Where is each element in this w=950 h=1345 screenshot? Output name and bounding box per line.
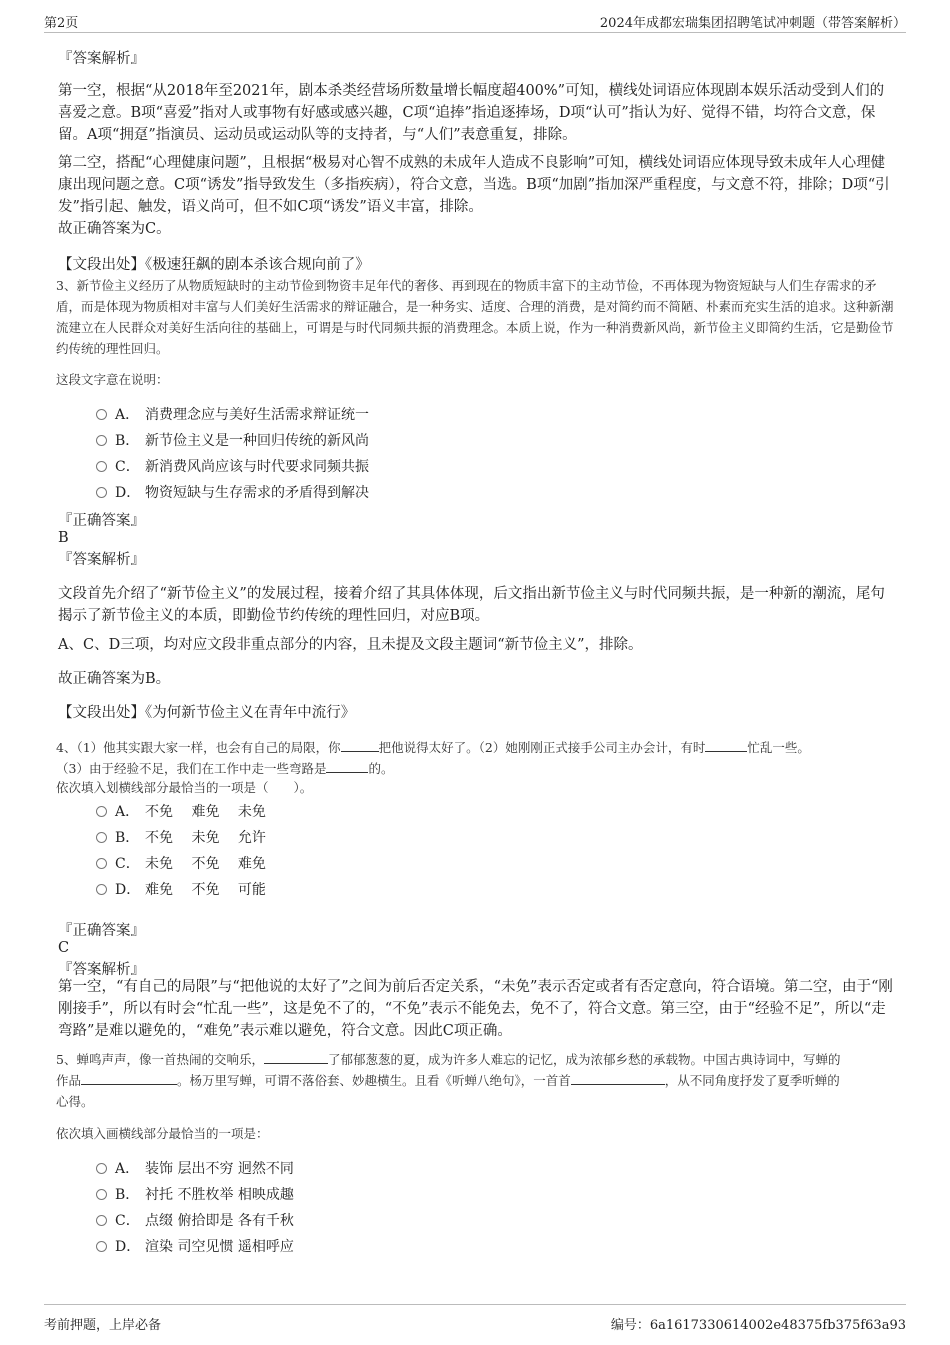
q2-analysis-para2: 第二空，搭配“心理健康问题”，且根据“极易对心智不成熟的未成年人造成不良影响”可知，横线处词语应体现导致未成年人心理健康出现问题之意。C项“诱发”指导致发生（多指疾病），符合文意，当选。B项“加剧”指加深严重程度，与文意不符，排除；D项“引发”指引起、触发，语义尚可，但不如C项“诱发”语义丰富，排除。 — [58, 155, 890, 215]
q4-option-a[interactable]: A． 不免 难免 未免 — [96, 801, 266, 821]
radio-icon[interactable] — [96, 1163, 107, 1174]
answer-blank[interactable] — [341, 739, 379, 752]
answer-blank[interactable] — [264, 1051, 328, 1064]
radio-icon[interactable] — [96, 487, 107, 498]
q3-analysis-heading: 『答案解析』 — [58, 552, 145, 568]
q3-option-d[interactable]: D． 物资短缺与生存需求的矛盾得到解决 — [96, 482, 369, 502]
q5-option-a[interactable]: A． 装饰 层出不穷 迥然不同 — [96, 1158, 294, 1178]
q2-conclusion: 故正确答案为C。 — [58, 221, 171, 237]
radio-icon[interactable] — [96, 884, 107, 895]
q5-option-b[interactable]: B． 衬托 不胜枚举 相映成趣 — [96, 1184, 294, 1204]
radio-icon[interactable] — [96, 435, 107, 446]
q4-answer-heading: 『正确答案』 — [58, 923, 145, 939]
q3-answer-heading: 『正确答案』 — [58, 513, 145, 529]
radio-icon[interactable] — [96, 832, 107, 843]
radio-icon[interactable] — [96, 1189, 107, 1200]
q3-answer: B — [58, 530, 69, 546]
q3-option-b[interactable]: B． 新节俭主义是一种回归传统的新风尚 — [96, 430, 369, 450]
radio-icon[interactable] — [96, 409, 107, 420]
q4-option-c[interactable]: C． 未免 不免 难免 — [96, 853, 266, 873]
q5-prompt: 依次填入画横线部分最恰当的一项是： — [56, 1126, 269, 1141]
q4-option-b[interactable]: B． 不免 未免 允许 — [96, 827, 266, 847]
q2-analysis-heading: 『答案解析』 — [58, 51, 145, 67]
q4-analysis: 第一空，“有自己的局限”与“把他说的太好了”之间为前后否定关系，“未免”表示否定或者有否定意向，符合语境。第二空，由于“刚刚接手”，所以有时会“忙乱一些”，这是免不了的，“不免”表示不能免去，免不了，符合文意。第三空，由于“经验不足”，所以“走弯路”是难以避免的，“难免”表示难以避免，符合文意。因此C项正确。 — [58, 979, 893, 1039]
q5-option-c[interactable]: C． 点缀 俯拾即是 各有千秋 — [96, 1210, 294, 1230]
page-header — [44, 10, 906, 33]
q3-source: 【文段出处】《为何新节俭主义在青年中流行》 — [58, 705, 356, 721]
answer-blank[interactable] — [326, 760, 368, 773]
q3-option-a[interactable]: A． 消费理念应与美好生活需求辩证统一 — [96, 404, 369, 424]
document-code: 编号：6a1617330614002e48375fb375f63a93 — [610, 1318, 906, 1333]
q5-stem: 5、蝉鸣声声，像一首热闹的交响乐， 了郁郁葱葱的夏，成为许多人难忘的记忆，成为浓郁乡愁的承载物。中国古典诗词中，写蝉的 作品 。杨万里写蝉，可谓不落俗套、妙趣横生。且看《听蝉八绝句》，一首首 ，从不同角度抒发了夏季听蝉的 心得。 — [56, 1052, 841, 1109]
q3-stem: 3、新节俭主义经历了从物质短缺时的主动节俭到物资丰足年代的奢侈、再到现在的物质丰富下的主动节俭，不再体现为物资短缺与人们生存需求的矛盾，而是体现为物质相对丰富与人们美好生活需求的辩证融合，是一种务实、适度、合理的消费，是对简约而不简陋、朴素而充实生活的追求。这种新潮流建立在人民群众对美好生活向往的基础上，可谓是与时代同频共振的消费理念。本质上说，作为一种消费新风尚，新节俭主义即简约生活，它是勤俭节约传统的理性回归。 — [56, 278, 894, 356]
q3-analysis-para2: A、C、D三项，均对应文段非重点部分的内容，且未提及文段主题词“新节俭主义”，排除。 — [58, 637, 643, 653]
q4-stem: 4、（1）他其实跟大家一样，也会有自己的局限，你 把他说得太好了。（2）她刚刚正式接手公司主办会计，有时 忙乱一些。 （3）由于经验不足，我们在工作中走一些弯路是 的。 — [56, 740, 810, 776]
q4-option-d[interactable]: D． 难免 不免 可能 — [96, 879, 266, 899]
q3-conclusion: 故正确答案为B。 — [58, 671, 171, 687]
radio-icon[interactable] — [96, 858, 107, 869]
answer-blank[interactable] — [571, 1072, 665, 1085]
radio-icon[interactable] — [96, 461, 107, 472]
document-title: 2024年成都宏瑞集团招聘笔试冲刺题（带答案解析） — [599, 16, 906, 31]
radio-icon[interactable] — [96, 1241, 107, 1252]
q3-prompt: 这段文字意在说明： — [56, 372, 169, 387]
q4-prompt: 依次填入划横线部分最恰当的一项是（ ）。 — [56, 780, 313, 795]
q2-source: 【文段出处】《极速狂飙的剧本杀该合规向前了》 — [58, 257, 370, 273]
page-footer — [44, 1304, 906, 1341]
q3-option-c[interactable]: C． 新消费风尚应该与时代要求同频共振 — [96, 456, 369, 476]
q4-answer: C — [58, 940, 70, 956]
answer-blank[interactable] — [705, 739, 747, 752]
page-number: 第2页 — [44, 16, 79, 31]
q5-option-d[interactable]: D． 渲染 司空见惯 遥相呼应 — [96, 1236, 294, 1256]
radio-icon[interactable] — [96, 806, 107, 817]
answer-blank[interactable] — [81, 1072, 177, 1085]
q2-analysis-para1: 第一空，根据“从2018年至2021年，剧本杀类经营场所数量增长幅度超400%”可知，横线处词语应体现剧本娱乐活动受到人们的喜爱之意。B项“喜爱”指对人或事物有好感或感兴趣，C项“追捧”指追逐捧场，D项“认可”指认为好、觉得不错，均符合文意，保留。A项“拥趸”指演员、运动员或运动队等的支持者，与“人们”表意重复，排除。 — [58, 83, 885, 143]
footer-slogan: 考前押题，上岸必备 — [44, 1318, 162, 1333]
q3-analysis-para1: 文段首先介绍了“新节俭主义”的发展过程，接着介绍了其具体体现，后文指出新节俭主义与时代同频共振，是一种新的潮流，尾句揭示了新节俭主义的本质，即勤俭节约传统的理性回归，对应B项。 — [58, 586, 885, 624]
q4-analysis-heading: 『答案解析』 — [58, 962, 145, 978]
radio-icon[interactable] — [96, 1215, 107, 1226]
